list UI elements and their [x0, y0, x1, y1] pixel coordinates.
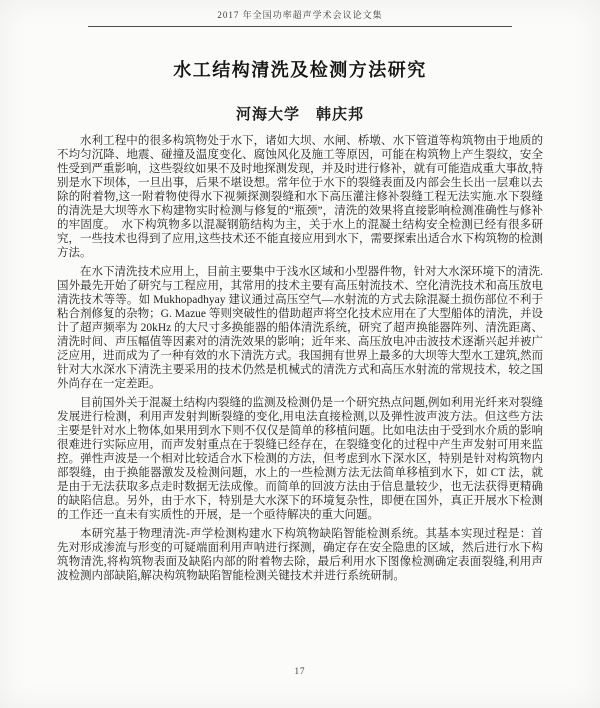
- page-number: 17: [294, 666, 306, 676]
- body-paragraph: 水利工程中的很多构筑物处于水下，诸如大坝、水闸、桥墩、水下管道等构筑物由于地质的不均匀沉降、地震、碰撞及温度变化、腐蚀风化及施工等原因，可能在构筑物上产生裂纹，安全性受到严重影响，这些裂纹如果不及时地探测发现，并及时进行修补，就有可能造成重大事故,特别是水下坝体，一旦出事，后果不堪设想。常年位于水下的裂缝表面及内部会生长出一层难以去除的附着物,这一附着物使得水下视频探测裂缝和水下高压灌注修补裂缝工程无法实施.水下裂缝的清洗是大坝等水下构建物实时检测与修复的“瓶颈”，清洗的效果将直接影响检测准确性与修补的牢固度。 水下构筑物多以混凝钢筋结构为主，关于水上的混凝土结构安全检测已经有很多研究，一些技术也得到了应用,这些技术还不能直接应用到水下，需要探索出适合水下构筑物的检测方法。: [57, 135, 543, 259]
- body-paragraph: 目前国外关于混凝土结构内裂缝的监测及检测仍是一个研究热点问题,例如利用光纤来对裂缝发展进行检测，利用声发射判断裂缝的变化,用电法直接检测,以及弹性波声波方法。但这些方法主要是针对水上物体,如果用到水下则不仅仅是简单的移植问题。比如电法由于受到水介质的影响很难进行实际应用，而声发射重点在于裂缝已经存在，在裂缝变化的过程中产生声发射可用来监控。弹性声波是一个相对比较适合水下检测的方法，但考虑到水下深水区，特别是针对构筑物内部裂缝，由于换能器激发及检测问题，水上的一些检测方法无法简单移植到水下，如 CT 法，就是由于无法获取多点走时数据无法成像。而简单的回波方法由于信息量较少，也无法获得更精确的缺陷信息。另外，由于水下，特别是大水深下的环境复杂性，即便在国外，真正开展水下检测的工作还一直未有实质性的开展，是一个亟待解决的重大问题。: [57, 397, 543, 521]
- author-affiliation: 河海大学 韩庆邦: [235, 107, 364, 123]
- paper-title: 水工结构清洗及检测方法研究: [173, 60, 427, 80]
- body-paragraph: 本研究基于物理清洗-声学检测构建水下构筑物缺陷智能检测系统。其基本实现过程是：首先对形成渗流与形变的可疑端面利用声呐进行探测，确定存在安全隐患的区域，然后进行水下构筑物清洗,将构筑物表面及缺陷内部的附着物去除，最后利用水下图像检测确定表面裂缝,利用声波检测内部缺陷,解决构筑物缺陷智能检测关键技术并进行系统研制。: [57, 528, 543, 582]
- proceedings-header: 2017 年全国功率超声学术会议论文集: [217, 10, 383, 20]
- header-divider: [88, 26, 512, 27]
- paper-body: [57, 134, 543, 588]
- body-paragraph: 在水下清洗技术应用上，目前主要集中于浅水区域和小型器件物，针对大水深环境下的清洗.国外最先开始了研究与工程应用，其常用的技术主要有高压射流技术、空化清洗技术和高压放电清洗技术等等。如 Mukhopadhyay 建议通过高压空气—水射流的方式去除混凝土损伤部位不利于粘合剂修复的杂物；G. Mazue 等则突破性的借助超声将空化技术应用在了大型船体的清洗，并设计了超声频率为 20kHz 的大尺寸多换能器的船体清洗系统，研究了超声换能器阵列、清洗距离、清洗时间、声压幅值等因素对的清洗效果的影响；近年来、高压放电冲击波技术逐渐兴起并被广泛应用，进而成为了一种有效的水下清洗方式。我国拥有世界上最多的大坝等大型水工建筑,然而针对大水深水下清洗主要采用的技术仍然是机械式的清洗方式和高压水射流的常规技术，较之国外尚存在一定差距。: [57, 266, 543, 390]
